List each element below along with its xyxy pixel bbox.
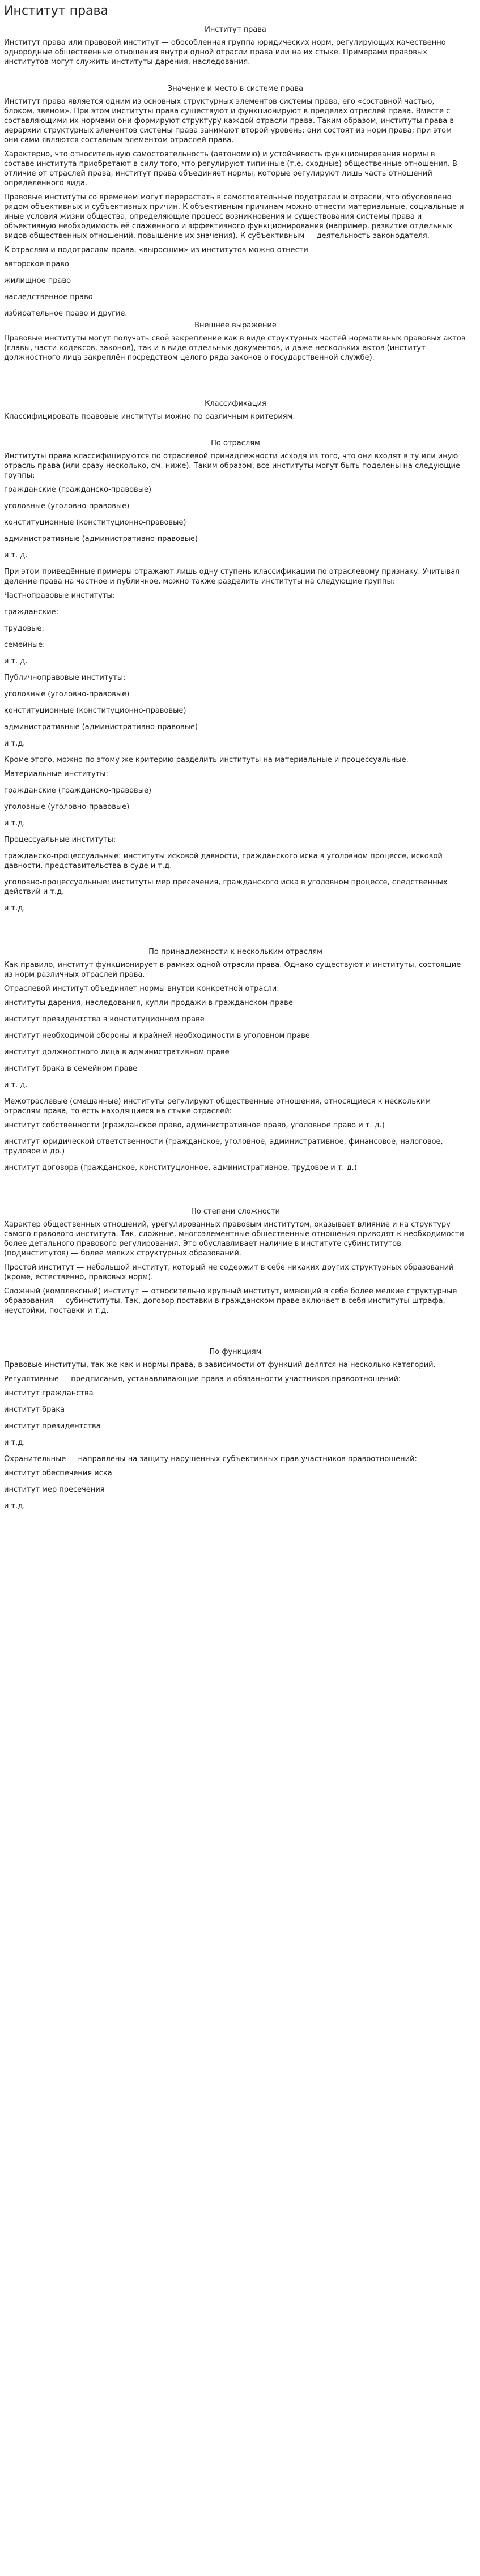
paragraph: Классифицировать правовые институты можно по различным критериям. bbox=[4, 412, 295, 421]
list-item: и т. д. bbox=[4, 1081, 28, 1089]
list-item: и т.д. bbox=[4, 819, 26, 828]
paragraph: При этом приведённые примеры отражают лишь одну ступень классификации по отраслевому признаку. Учитывая деление права на частное и публичное, можно также разделить институты на следующие группы: bbox=[4, 568, 460, 586]
paragraph: Межотраслевые (смешанные) институты регулируют общественные отношения, относящиеся к нескольким отраслям права, то есть находящиеся на стыке отраслей: bbox=[4, 1097, 431, 1115]
list-item: уголовно-процессуальные: институты мер пресечения, гражданского иска в уголовном процессе, следственных действий и т.д. bbox=[4, 878, 448, 896]
list-item: и т.д. bbox=[4, 739, 26, 748]
list-item: институт необходимой обороны и крайней необходимости в уголовном праве bbox=[4, 1032, 310, 1040]
list-heading: Процессуальные институты: bbox=[4, 836, 116, 844]
paragraph: Кроме этого, можно по этому же критерию разделить институты на материальные и процессуальные. bbox=[4, 756, 409, 764]
section-title-classification: Классификация bbox=[205, 399, 266, 408]
list-item: институты дарения, наследования, купли-продажи в гражданском праве bbox=[4, 999, 293, 1007]
list-heading: Материальные институты: bbox=[4, 770, 108, 778]
list-heading: Частноправовые институты: bbox=[4, 591, 116, 600]
section-title-complexity: По степени сложности bbox=[191, 1207, 280, 1216]
paragraph: Институт права является одним из основных структурных элементов системы права, его «составной частью, блоком, звеном». При этом институты права существуют и функционируют в пределах отраслей права. Вместе с составляющими их нормами они формируют структуру каждой отрасли права. Таким образом, институты права в иерархии структурных элементов системы права занимают второй уровень: они состоят из норм права; при этом они сами являются составным элементом отраслей права. bbox=[4, 97, 454, 144]
paragraph: Институт права или правовой институт — обособленная группа юридических норм, регулирующих качественно однородные общественные отношения внутри одной отрасли права или на их стыке. Примерами правовых институтов могут служить институты дарения, наследования. bbox=[4, 39, 446, 66]
paragraph: Правовые институты со временем могут перерастать в самостоятельные подотрасли и отрасли, что обусловлено рядом объективных и субъективных причин. К объективным причинам можно отнести материальные, социальные и иные условия жизни общества, определяющие процесс возникновения и существования системы права и объективную необходимость её слаженного и эффективного функционирования (например, развитие отдельных видов общественных отношений, повышение их значения). К субъективным — деятельность законодателя. bbox=[4, 193, 464, 240]
list-item: авторское право bbox=[4, 260, 69, 269]
paragraph: Сложный (комплексный) институт — относительно крупный институт, имеющий в себе более мелкие структурные образования — субинституты. Так, договор поставки в гражданском праве включает в себя институты штрафа, неустойки, поставки и т.д. bbox=[4, 1287, 457, 1315]
paragraph: Институты права классифицируются по отраслевой принадлежности исходя из того, что они входят в ту или иную отрасль права (или сразу несколько, см. ниже). Таким образом, все институты могут быть поделены на следующие группы: bbox=[4, 452, 460, 480]
page-title: Институт права bbox=[4, 4, 108, 18]
list-item: и т.д. bbox=[4, 904, 26, 913]
list-item: институт собственности (гражданское право, административное право, уголовное право и т. д.) bbox=[4, 1121, 385, 1130]
paragraph: Правовые институты могут получать своё закрепление как в виде структурных частей нормативных правовых актов (главы, части кодексов, законов), так и в виде отдельных документов, и даже нескольких актов (институт должностного лица закреплён посредством целого ряда законов о государственной службе). bbox=[4, 334, 466, 362]
list-item: конституционные (конституционно-правовые) bbox=[4, 518, 186, 527]
list-item: гражданские (гражданско-правовые) bbox=[4, 486, 152, 494]
list-item: жилищное право bbox=[4, 276, 71, 285]
list-item: гражданские (гражданско-правовые) bbox=[4, 786, 152, 795]
list-item: институт мер пресечения bbox=[4, 1485, 105, 1494]
list-item: гражданские: bbox=[4, 608, 59, 616]
section-title-significance: Значение и место в системе права bbox=[167, 84, 304, 93]
list-item: и т.д. bbox=[4, 1438, 26, 1447]
list-item: избирательное право и другие. bbox=[4, 309, 128, 318]
paragraph: К отраслям и подотраслям права, «выросшим» из институтов можно отнести bbox=[4, 246, 308, 254]
list-item: административные (административно-правовые) bbox=[4, 535, 198, 543]
section-title-expression: Внешнее выражение bbox=[194, 321, 277, 330]
list-item: семейные: bbox=[4, 641, 45, 649]
list-item: институт брака в семейном праве bbox=[4, 1065, 138, 1073]
list-item: уголовные (уголовно-правовые) bbox=[4, 502, 130, 510]
list-item: уголовные (уголовно-правовые) bbox=[4, 803, 130, 811]
section-title-functions: По функциям bbox=[209, 1348, 262, 1356]
list-item: институт обеспечения иска bbox=[4, 1469, 112, 1478]
list-heading: Публичноправовые институты: bbox=[4, 674, 126, 682]
section-title-by-branch: По отраслям bbox=[211, 439, 260, 448]
list-item: институт президентства в конституционном праве bbox=[4, 1015, 205, 1024]
section-title-multi-branch: По принадлежности к нескольким отраслям bbox=[148, 948, 322, 956]
list-item: административные (административно-правовые) bbox=[4, 723, 198, 731]
list-item: и т. д. bbox=[4, 551, 28, 560]
list-item: конституционные (конституционно-правовые) bbox=[4, 706, 186, 715]
paragraph: Характерно, что относительную самостоятельность (автономию) и устойчивость функционирования нормы в составе института приобретают в силу того, что регулируют типичные (т.е. сходные) общественные отношения. В отличие от отраслей права, институт права объединяет нормы, которые регулируют лишь часть отношений определенного вида. bbox=[4, 150, 457, 188]
list-item: институт брака bbox=[4, 1406, 65, 1414]
section-title-intro: Институт права bbox=[205, 25, 266, 34]
paragraph: Охранительные — направлены на защиту нарушенных субъективных прав участников правоотношений: bbox=[4, 1455, 417, 1463]
list-item: институт юридической ответственности (гражданское, уголовное, административное, финансовое, налоговое, трудовое и др.) bbox=[4, 1138, 443, 1156]
list-item: институт президентства bbox=[4, 1422, 101, 1430]
list-item: уголовные (уголовно-правовые) bbox=[4, 690, 130, 699]
list-item: гражданско-процессуальные: институты исковой давности, гражданского иска в уголовном процессе, исковой давности, представительства в суде и т.д. bbox=[4, 852, 443, 870]
paragraph: Отраслевой институт объединяет нормы внутри конкретной отрасли: bbox=[4, 985, 279, 993]
list-item: и т.д. bbox=[4, 1502, 26, 1510]
list-item: и т. д. bbox=[4, 657, 28, 666]
list-item: институт договора (гражданское, конституционное, административное, трудовое и т. д.) bbox=[4, 1164, 357, 1172]
list-item: институт гражданства bbox=[4, 1389, 94, 1398]
paragraph: Правовые институты, так же как и нормы права, в зависимости от функций делятся на несколько категорий. bbox=[4, 1361, 436, 1369]
paragraph: Регулятивные — предписания, устанавливающие права и обязанности участников правоотношений: bbox=[4, 1375, 401, 1383]
paragraph: Как правило, институт функционирует в рамках одной отрасли права. Однако существуют и институты, состоящие из норм различных отраслей права. bbox=[4, 961, 461, 979]
list-item: трудовые: bbox=[4, 624, 44, 633]
list-item: институт должностного лица в административном праве bbox=[4, 1048, 230, 1057]
paragraph: Характер общественных отношений, урегулированных правовым институтом, оказывает влияние и на структуру самого правового института. Так, сложные, многоэлементные общественные отношения приводят к необходимости более детального правового регулирования. Это обуславливает наличие в институте субинститутов (подинститутов) — более мелких структурных образований. bbox=[4, 1220, 464, 1258]
list-item: наследственное право bbox=[4, 293, 93, 301]
paragraph: Простой институт — небольшой институт, который не содержит в себе никаких других структурных образований (кроме, естественно, правовых норм). bbox=[4, 1263, 454, 1281]
